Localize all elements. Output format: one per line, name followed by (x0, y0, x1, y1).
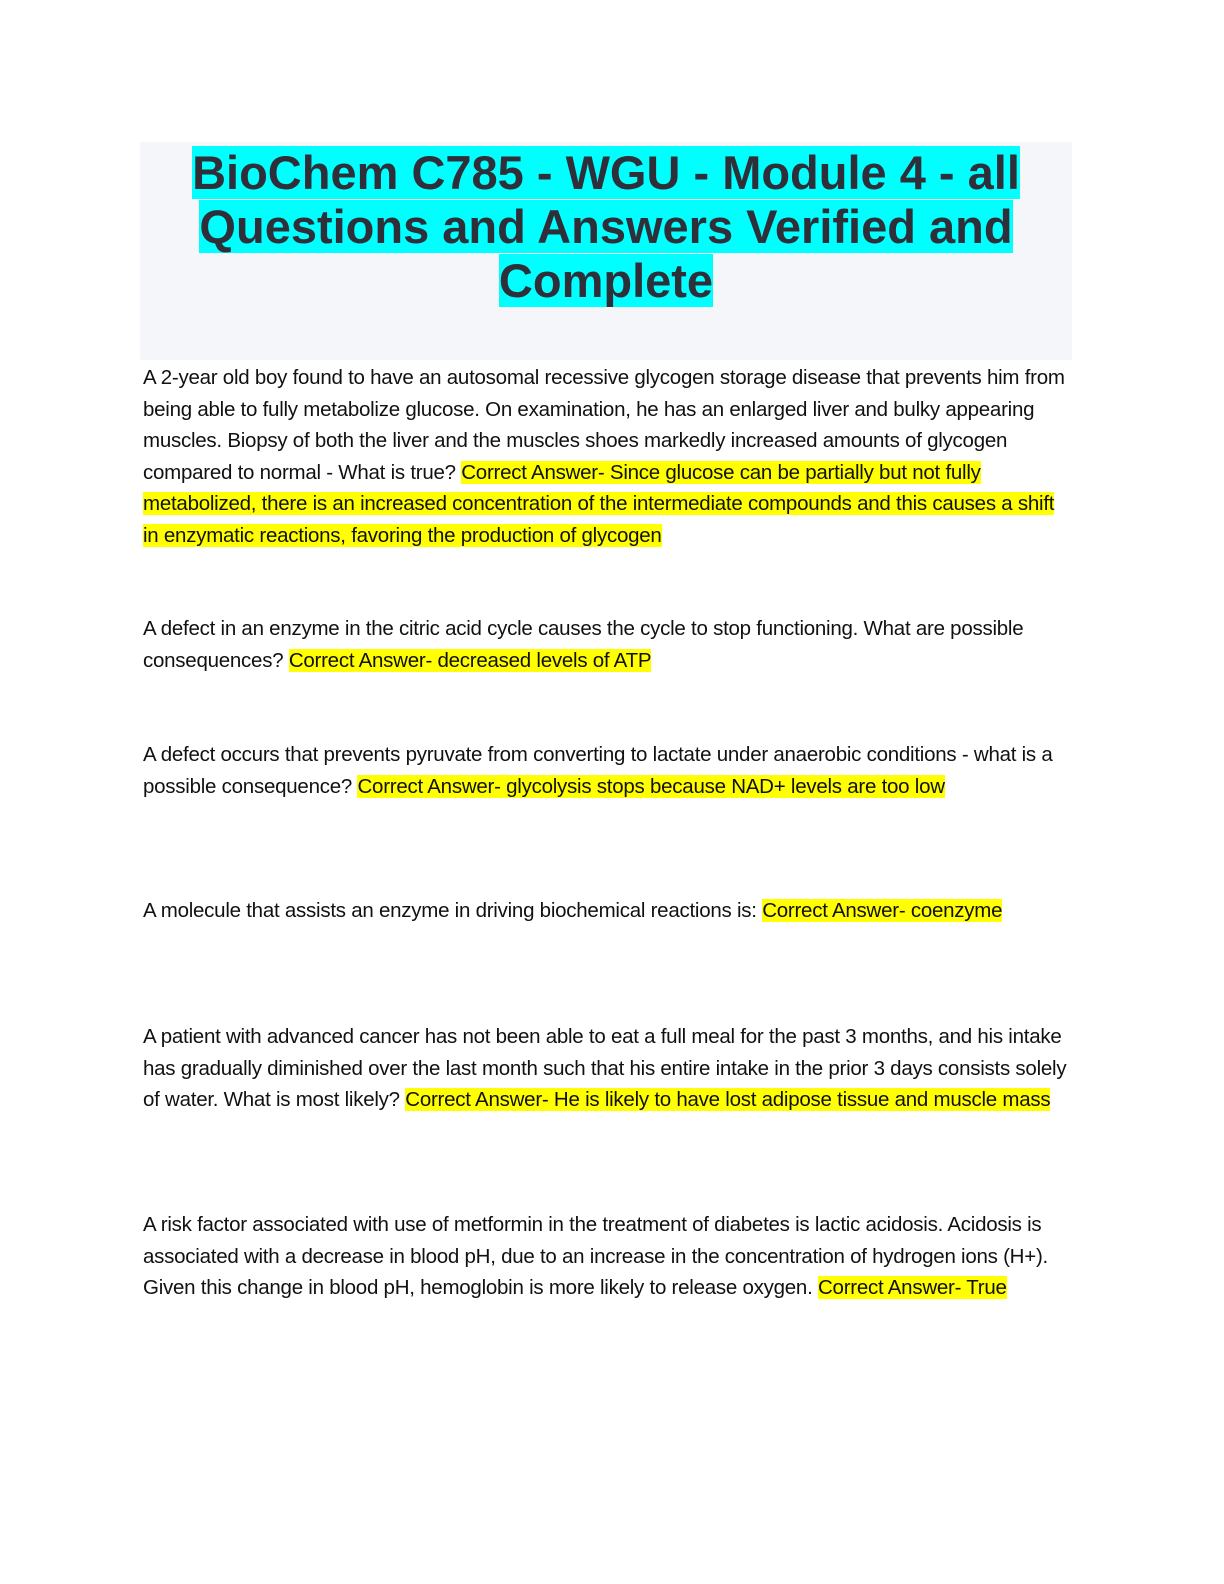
qa-item (143, 895, 1002, 927)
answer-text: Correct Answer- Since glucose can be partially but not fully metabolized, there is an increased concentration of the intermediate compounds and this causes a shift in enzymatic reactions, favoring the production of glycogen (143, 460, 1055, 547)
question-text: A molecule that assists an enzyme in driving biochemical reactions is: (143, 899, 757, 922)
question-text: A risk factor associated with use of metformin in the treatment of diabetes is lactic acidosis. Acidosis is associated with a decrease in blood pH, due to an increase in the concentration of hydrogen ions (H+). Given this change in blood pH, hemoglobin is more likely to release oxygen. (143, 1213, 1048, 1299)
answer-text: Correct Answer- coenzyme (762, 899, 1003, 922)
document-title (140, 142, 1072, 308)
question-text: A 2-year old boy found to have an autosomal recessive glycogen storage disease that prevents him from being able to fully metabolize glucose. On examination, he has an enlarged liver and bulky appearing muscles. Biopsy of both the liver and the muscles shoes markedly increased amounts of glycogen compared to normal - What is true? (143, 366, 1065, 484)
qa-item (143, 739, 1071, 802)
qa-item (143, 362, 1071, 551)
qa-item (143, 1021, 1071, 1116)
question-text: A defect in an enzyme in the citric acid cycle causes the cycle to stop functioning. What are possible consequences? (143, 617, 1024, 672)
question-text: A defect occurs that prevents pyruvate from converting to lactate under anaerobic conditions - what is a possible consequence? (143, 743, 1053, 798)
answer-text: Correct Answer- glycolysis stops because NAD+ levels are too low (357, 774, 945, 798)
answer-text: Correct Answer- decreased levels of ATP (288, 648, 652, 672)
qa-item (143, 1209, 1071, 1304)
title-box (140, 142, 1072, 360)
answer-text: Correct Answer- True (817, 1276, 1007, 1299)
question-text: A patient with advanced cancer has not been able to eat a full meal for the past 3 months, and his intake has gradually diminished over the last month such that his entire intake in the prior 3 days consists solely of water. What is most likely? (143, 1025, 1067, 1111)
title-text: BioChem C785 - WGU - Module 4 - all Questions and Answers Verified and Complete (192, 146, 1020, 307)
qa-item (143, 613, 1071, 676)
answer-text: Correct Answer- He is likely to have lost adipose tissue and muscle mass (405, 1088, 1051, 1111)
